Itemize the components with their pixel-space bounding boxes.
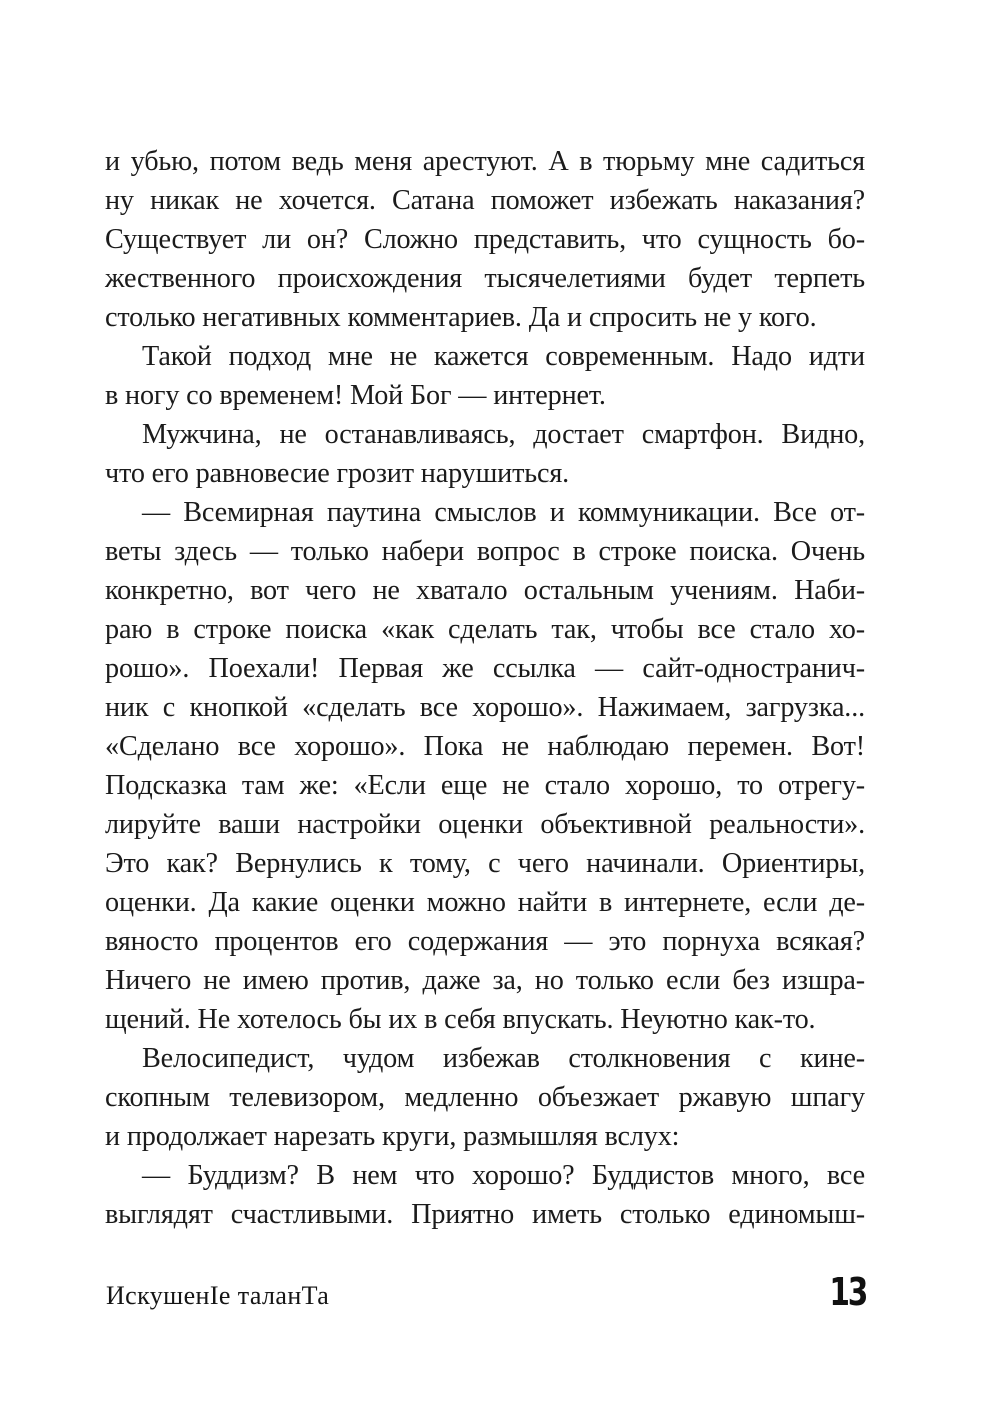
text-line-10: — Всемирная паутина смыслов и коммуникации. Все от- — [142, 497, 865, 528]
text-line-3: Существует ли он? Сложно представить, что сущность бо- — [105, 224, 865, 255]
text-line-19: Это как? Вернулись к тому, с чего начинали. Ориентиры, — [105, 848, 865, 879]
text-line-5: столько негативных комментариев. Да и спросить не у кого. — [105, 302, 817, 333]
text-line-25: скопным телевизором, медленно объезжает ржавую шпагу — [105, 1082, 865, 1113]
text-line-28: выглядят счастливыми. Приятно иметь столько единомыш- — [105, 1199, 865, 1230]
text-line-20: оценки. Да какие оценки можно найти в интернете, если де- — [105, 887, 865, 918]
text-line-24: Велосипедист, чудом избежав столкновения с кине- — [142, 1043, 865, 1074]
text-line-9: что его равновесие грозит нарушиться. — [105, 458, 570, 489]
text-line-21: вяносто процентов его содержания — это порнуха всякая? — [105, 926, 865, 957]
text-line-16: «Сделано все хорошо». Пока не наблюдаю перемен. Вот! — [105, 731, 865, 762]
text-line-26: и продолжает нарезать круги, размышляя вслух: — [105, 1121, 680, 1152]
text-line-12: конкретно, вот чего не хватало остальным учениям. Наби- — [105, 575, 865, 606]
text-line-27: — Буддизм? В нем что хорошо? Буддистов много, все — [142, 1160, 865, 1191]
text-line-14: рошо». Поехали! Первая же ссылка — сайт-одностранич- — [105, 653, 865, 684]
text-line-4: жественного происхождения тысячелетиями будет терпеть — [105, 263, 865, 294]
text-line-8: Мужчина, не останавливаясь, достает смартфон. Видно, — [142, 419, 865, 450]
running-footer-title: ИскушенIе таланТа — [106, 1281, 330, 1310]
text-line-11: веты здесь — только набери вопрос в строке поиска. Очень — [105, 536, 865, 567]
text-line-17: Подсказка там же: «Если еще не стало хорошо, то отрегу- — [105, 770, 865, 801]
text-line-7: в ногу со временем! Мой Бог — интернет. — [105, 380, 606, 411]
text-line-22: Ничего не имею против, даже за, но только если без изшра- — [105, 965, 865, 996]
text-line-6: Такой подход мне не кажется современным. Надо идти — [142, 341, 865, 372]
text-line-13: раю в строке поиска «как сделать так, чтобы все стало хо- — [105, 614, 865, 645]
text-line-18: лируйте ваши настройки оценки объективной реальности». — [105, 809, 865, 840]
text-line-2: ну никак не хочется. Сатана поможет избежать наказания? — [105, 185, 865, 216]
text-line-23: щений. Не хотелось бы их в себя впускать. Неуютно как-то. — [105, 1004, 816, 1035]
page-number: 13 — [829, 1270, 866, 1314]
text-line-1: и убью, потом ведь меня арестуют. А в тюрьму мне садиться — [105, 146, 865, 177]
text-line-15: ник с кнопкой «сделать все хорошо». Нажимаем, загрузка... — [105, 692, 865, 723]
